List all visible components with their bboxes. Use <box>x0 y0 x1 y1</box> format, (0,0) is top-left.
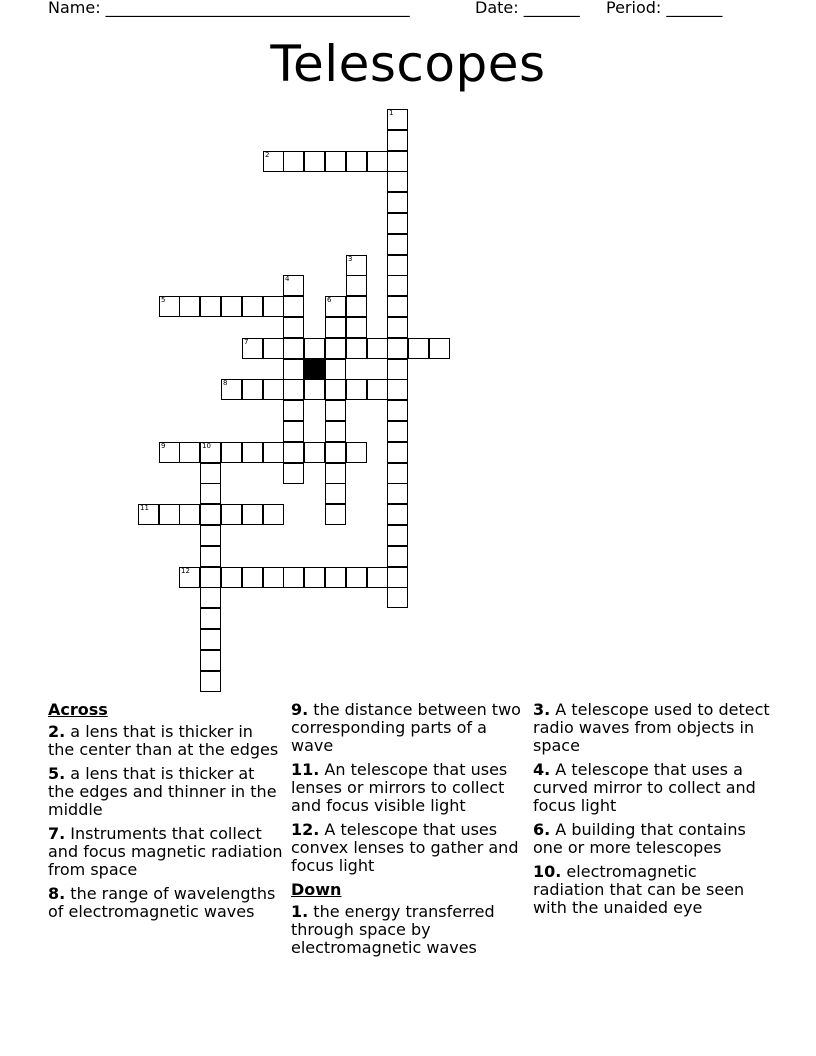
crossword-cell[interactable] <box>200 504 221 525</box>
clue-number: 10. <box>533 862 562 881</box>
crossword-cell[interactable] <box>242 504 263 525</box>
across-clue-list-continued <box>291 701 527 875</box>
crossword-cell[interactable] <box>387 400 408 421</box>
crossword-cell[interactable] <box>221 567 242 588</box>
crossword-cell-number: 8 <box>223 379 228 387</box>
crossword-cell[interactable] <box>179 442 200 463</box>
crossword-cell[interactable] <box>200 650 221 671</box>
name-field[interactable]: Name: ______________________________________ <box>48 0 410 17</box>
crossword-cell[interactable] <box>325 400 346 421</box>
clue-text: the energy transferred through space by electromagnetic waves <box>291 902 495 957</box>
crossword-cell[interactable] <box>242 442 263 463</box>
clue-number: 7. <box>48 824 66 843</box>
crossword-cell[interactable] <box>325 151 346 172</box>
crossword-cell[interactable] <box>138 504 159 525</box>
clue-text: electromagnetic radiation that can be seen with the unaided eye <box>533 862 745 917</box>
crossword-cell[interactable] <box>200 671 221 692</box>
crossword-cell[interactable] <box>346 567 367 588</box>
crossword-cell[interactable] <box>263 296 284 317</box>
crossword-cell[interactable] <box>200 567 221 588</box>
crossword-cell[interactable] <box>200 629 221 650</box>
crossword-cell[interactable] <box>221 296 242 317</box>
crossword-cell[interactable] <box>179 567 200 588</box>
clue-number: 9. <box>291 700 309 719</box>
clue-item <box>533 821 773 857</box>
crossword-cell[interactable] <box>200 608 221 629</box>
crossword-cell[interactable] <box>304 442 325 463</box>
crossword-cell[interactable] <box>387 463 408 484</box>
crossword-cell[interactable] <box>283 151 304 172</box>
crossword-cell[interactable] <box>387 296 408 317</box>
clue-number: 3. <box>533 700 551 719</box>
crossword-cell[interactable] <box>325 296 346 317</box>
crossword-cell[interactable] <box>325 359 346 380</box>
clue-text: A building that contains one or more telescopes <box>533 820 746 857</box>
crossword-cell[interactable] <box>283 379 304 400</box>
crossword-cell[interactable] <box>408 338 429 359</box>
crossword-cell[interactable] <box>263 442 284 463</box>
crossword-cell-number: 6 <box>327 296 332 304</box>
clue-number: 8. <box>48 884 66 903</box>
down-clue-list <box>291 903 527 957</box>
crossword-cell[interactable] <box>200 483 221 504</box>
crossword-cell[interactable] <box>346 296 367 317</box>
crossword-cell[interactable] <box>325 317 346 338</box>
crossword-cell[interactable] <box>325 483 346 504</box>
crossword-cell-number: 12 <box>181 567 190 575</box>
crossword-cell[interactable] <box>179 504 200 525</box>
crossword-cell[interactable] <box>387 317 408 338</box>
clue-item <box>48 723 284 759</box>
crossword-cell[interactable] <box>346 379 367 400</box>
crossword-cell[interactable] <box>200 463 221 484</box>
crossword-cell[interactable] <box>387 483 408 504</box>
crossword-cell[interactable] <box>200 525 221 546</box>
clue-number: 12. <box>291 820 320 839</box>
crossword-cell[interactable] <box>387 255 408 276</box>
crossword-cell[interactable] <box>325 338 346 359</box>
crossword-cell[interactable] <box>387 275 408 296</box>
clue-number: 1. <box>291 902 309 921</box>
crossword-cell[interactable] <box>429 338 450 359</box>
clue-text: An telescope that uses lenses or mirrors to collect and focus visible light <box>291 760 508 815</box>
crossword-cell[interactable] <box>367 151 388 172</box>
crossword-cell[interactable] <box>263 504 284 525</box>
clue-item <box>291 821 527 875</box>
crossword-cell[interactable] <box>346 317 367 338</box>
crossword-cell[interactable] <box>283 275 304 296</box>
crossword-cell[interactable] <box>387 359 408 380</box>
crossword-cell[interactable] <box>283 359 304 380</box>
crossword-cell[interactable] <box>263 338 284 359</box>
clue-number: 11. <box>291 760 320 779</box>
crossword-cell[interactable] <box>387 171 408 192</box>
crossword-cell[interactable] <box>179 296 200 317</box>
crossword-cell[interactable] <box>283 567 304 588</box>
clue-item <box>291 701 527 755</box>
clue-number: 2. <box>48 722 66 741</box>
crossword-cell[interactable] <box>304 567 325 588</box>
crossword-cell[interactable] <box>263 567 284 588</box>
clue-item <box>533 761 773 815</box>
clue-number: 6. <box>533 820 551 839</box>
crossword-cell-number: 2 <box>265 151 270 159</box>
down-clue-list-continued <box>533 701 773 917</box>
page-title: Telescopes <box>270 35 546 93</box>
crossword-cell[interactable] <box>325 463 346 484</box>
crossword-cell[interactable] <box>283 338 304 359</box>
clue-item <box>533 863 773 917</box>
crossword-black-cell <box>304 359 325 380</box>
clue-item <box>291 761 527 815</box>
crossword-cell[interactable] <box>159 296 180 317</box>
crossword-cell[interactable] <box>325 567 346 588</box>
crossword-cell-number: 5 <box>161 296 166 304</box>
crossword-cell[interactable] <box>325 379 346 400</box>
crossword-cell[interactable] <box>387 587 408 608</box>
crossword-cell[interactable] <box>221 504 242 525</box>
crossword-cell[interactable] <box>304 379 325 400</box>
crossword-cell[interactable] <box>242 567 263 588</box>
clue-text: a lens that is thicker at the edges and thinner in the middle <box>48 764 277 819</box>
crossword-cell[interactable] <box>200 546 221 567</box>
clue-number: 5. <box>48 764 66 783</box>
crossword-cell[interactable] <box>387 421 408 442</box>
crossword-cell[interactable] <box>387 338 408 359</box>
crossword-cell[interactable] <box>387 546 408 567</box>
crossword-cell-number: 10 <box>202 442 211 450</box>
crossword-cell[interactable] <box>325 442 346 463</box>
crossword-cell[interactable] <box>387 130 408 151</box>
crossword-cell[interactable] <box>387 379 408 400</box>
crossword-cell[interactable] <box>325 504 346 525</box>
crossword-cell-number: 4 <box>285 275 290 283</box>
crossword-cell[interactable] <box>242 379 263 400</box>
crossword-cell[interactable] <box>346 255 367 276</box>
crossword-cell[interactable] <box>242 338 263 359</box>
crossword-cell-number: 9 <box>161 442 166 450</box>
crossword-cell[interactable] <box>387 504 408 525</box>
crossword-cell-number: 11 <box>140 504 149 512</box>
crossword-cell[interactable] <box>200 442 221 463</box>
clue-item <box>48 825 284 879</box>
crossword-cell-number: 3 <box>348 255 353 263</box>
crossword-cell[interactable] <box>304 151 325 172</box>
crossword-cell[interactable] <box>387 567 408 588</box>
crossword-cell[interactable] <box>242 296 263 317</box>
clue-item <box>291 903 527 957</box>
crossword-cell[interactable] <box>387 442 408 463</box>
crossword-cell-number: 7 <box>244 338 249 346</box>
clue-number: 4. <box>533 760 551 779</box>
clue-item <box>533 701 773 755</box>
crossword-cell[interactable] <box>283 421 304 442</box>
crossword-cell[interactable] <box>283 400 304 421</box>
clue-text: A telescope that uses convex lenses to gather and focus light <box>291 820 519 875</box>
crossword-cell[interactable] <box>346 442 367 463</box>
crossword-cell[interactable] <box>221 442 242 463</box>
crossword-cell[interactable] <box>200 296 221 317</box>
crossword-cell[interactable] <box>346 151 367 172</box>
crossword-cell[interactable] <box>325 421 346 442</box>
clue-text: the distance between two corresponding parts of a wave <box>291 700 521 755</box>
crossword-cell[interactable] <box>346 275 367 296</box>
crossword-cell[interactable] <box>200 587 221 608</box>
crossword-cell[interactable] <box>283 296 304 317</box>
crossword-cell[interactable] <box>263 151 284 172</box>
crossword-cell[interactable] <box>283 463 304 484</box>
crossword-cell[interactable] <box>263 379 284 400</box>
crossword-cell[interactable] <box>367 379 388 400</box>
clue-text: the range of wavelengths of electromagnetic waves <box>48 884 276 921</box>
clue-text: a lens that is thicker in the center than at the edges <box>48 722 279 759</box>
crossword-cell[interactable] <box>387 234 408 255</box>
down-heading: Down <box>291 880 342 899</box>
crossword-cell[interactable] <box>159 442 180 463</box>
crossword-cell[interactable] <box>304 338 325 359</box>
crossword-cell[interactable] <box>159 504 180 525</box>
crossword-cell[interactable] <box>283 442 304 463</box>
crossword-cell[interactable] <box>221 379 242 400</box>
date-field[interactable]: Date: _______ <box>475 0 580 17</box>
crossword-cell[interactable] <box>346 338 367 359</box>
clues-column-2 <box>291 701 527 963</box>
crossword-cell[interactable] <box>387 192 408 213</box>
crossword-cell[interactable] <box>387 213 408 234</box>
crossword-cell[interactable] <box>387 109 408 130</box>
across-heading: Across <box>48 700 108 719</box>
clue-text: Instruments that collect and focus magnetic radiation from space <box>48 824 283 879</box>
clue-text: A telescope used to detect radio waves from objects in space <box>533 700 770 755</box>
clue-text: A telescope that uses a curved mirror to collect and focus light <box>533 760 756 815</box>
clue-item <box>48 765 284 819</box>
crossword-cell[interactable] <box>387 151 408 172</box>
crossword-cell[interactable] <box>283 317 304 338</box>
period-field[interactable]: Period: _______ <box>606 0 723 17</box>
clues-column-3 <box>533 701 773 923</box>
clue-item <box>48 885 284 921</box>
clues-column-1 <box>48 701 284 927</box>
crossword-cell-number: 1 <box>389 109 394 117</box>
crossword-cell[interactable] <box>387 525 408 546</box>
crossword-cell[interactable] <box>367 338 388 359</box>
across-clue-list <box>48 723 284 921</box>
crossword-cell[interactable] <box>367 567 388 588</box>
